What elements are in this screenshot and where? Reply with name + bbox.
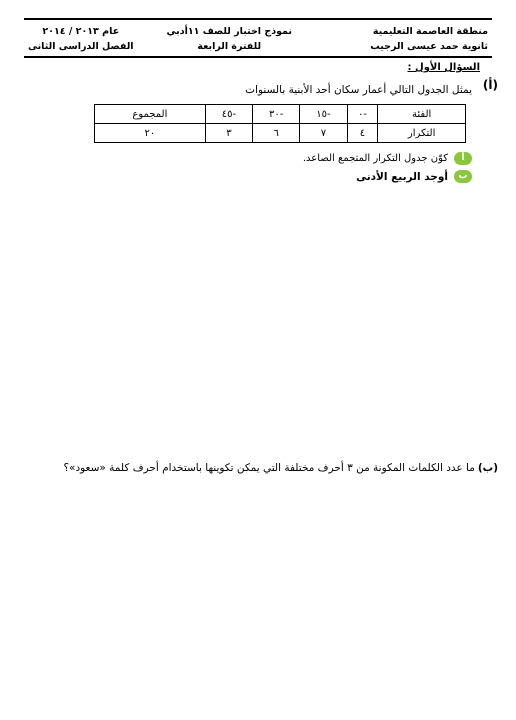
table-cell: -٠ [347, 105, 378, 124]
item-badge: ب [454, 170, 472, 183]
item-text: كوّن جدول التكرار المتجمع الصاعد. [302, 153, 448, 164]
exam-header [24, 18, 492, 58]
part-b-question [63, 462, 498, 474]
table-cell: ٦ [253, 124, 300, 143]
table-cell: المجموع [95, 105, 206, 124]
table-cell: التكرار [378, 124, 466, 143]
academic-year: عام ٢٠١٣ / ٢٠١٤ [42, 26, 120, 37]
semester: الفصل الدراسى الثانى [28, 41, 134, 52]
school-info [370, 24, 488, 54]
table-cell: الفئة [378, 105, 466, 124]
table-cell: -٣٠ [253, 105, 300, 124]
question-item-2 [356, 170, 472, 183]
section-title: السؤال الأول : [407, 62, 480, 73]
part-b-text: ما عدد الكلمات المكونة من ٣ أحرف مختلفة التي يمكن تكوينها باستخدام أحرف كلمة «سعود»؟ [63, 462, 475, 474]
item-badge: أ [454, 152, 472, 165]
table-row [95, 105, 466, 124]
school-name: ثانوية حمد عيسى الرجيب [370, 41, 488, 52]
table-cell: ٢٠ [95, 124, 206, 143]
school-district: منطقة العاصمة التعليمية [372, 26, 488, 37]
part-b-marker: (ب) [477, 462, 498, 474]
exam-period: للفترة الرابعة [197, 41, 262, 52]
table-cell: -١٥ [300, 105, 347, 124]
table-cell: ٧ [300, 124, 347, 143]
item-text: أوجد الربيع الأدنى [356, 170, 448, 183]
exam-info [167, 24, 292, 54]
year-info [28, 24, 134, 54]
table-row [95, 124, 466, 143]
part-a-marker: (أ) [482, 78, 498, 92]
table-cell: -٤٥ [205, 105, 252, 124]
question-item-1 [303, 152, 472, 165]
table-cell: ٤ [347, 124, 378, 143]
part-a-intro: يمثل الجدول التالي أعمار سكان أحد الأبنية بالسنوات [245, 84, 472, 96]
exam-title: نموذج اختبار للصف ١١أدبي [166, 26, 292, 37]
frequency-table [94, 104, 466, 143]
table-cell: ٣ [205, 124, 252, 143]
